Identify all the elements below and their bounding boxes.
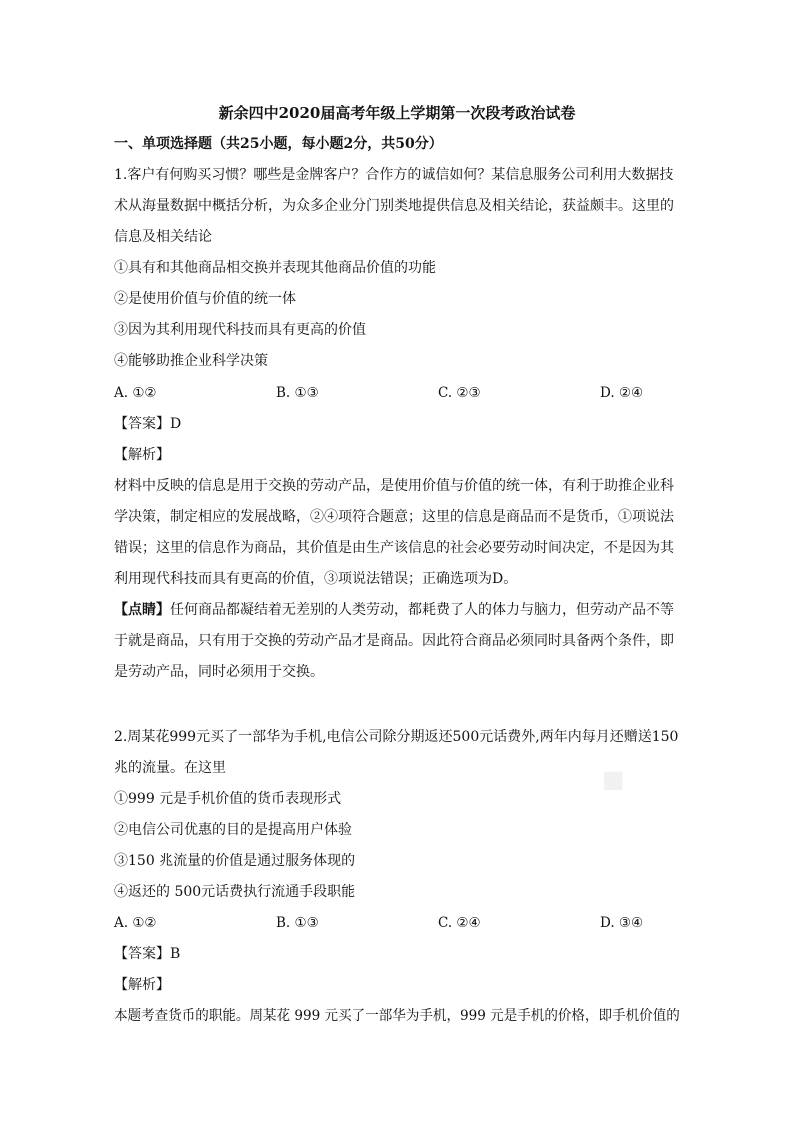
q1-tip-line	[114, 601, 674, 619]
q1-answer: 【答案】D	[114, 416, 182, 432]
q1-tip-line: 是劳动产品，同时必须用于交换。	[114, 664, 324, 680]
q1-item: ③因为其利用现代科技而具有更高的价值	[114, 322, 366, 338]
q2-answer: 【答案】B	[114, 946, 181, 962]
q1-analysis-line: 错误；这里的信息作为商品，其价值是由生产该信息的社会必要劳动时间决定，不是因为其	[114, 540, 674, 556]
q1-analysis-line: 利用现代科技而具有更高的价值，③项说法错误；正确选项为D。	[114, 571, 518, 587]
q1-analysis-line: 材料中反映的信息是用于交换的劳动产品，是使用价值与价值的统一体，有利于助推企业科	[114, 478, 674, 494]
q2-option-a: A. ①②	[114, 915, 157, 931]
q1-item: ②是使用价值与价值的统一体	[114, 291, 296, 307]
watermark: ■	[602, 765, 629, 793]
q2-stem-line: 兆的流量。在这里	[114, 760, 226, 776]
q2-analysis-line: 本题考查货币的职能。周某花 999 元买了一部华为手机，999 元是手机的价格，即手机价值的	[114, 1008, 680, 1024]
q2-option-c: C. ②④	[438, 915, 481, 931]
q1-option-c: C. ②③	[438, 385, 481, 401]
q1-tip-text: 任何商品都凝结着无差别的人类劳动，都耗费了人的体力与脑力，但劳动产品不等	[170, 602, 674, 618]
q1-item: ④能够助推企业科学决策	[114, 353, 268, 369]
q2-item: ①999 元是手机价值的货币表现形式	[114, 791, 342, 807]
exam-title: 新余四中2020届高考年级上学期第一次段考政治试卷	[218, 104, 576, 122]
q2-item: ②电信公司优惠的目的是提高用户体验	[114, 822, 352, 838]
q1-stem-line: 1.客户有何购买习惯？哪些是金牌客户？合作方的诚信如何？某信息服务公司利用大数据技	[114, 167, 674, 183]
q1-stem-line: 信息及相关结论	[114, 229, 212, 245]
q1-option-a: A. ①②	[114, 385, 157, 401]
q1-item: ①具有和其他商品相交换并表现其他商品价值的功能	[114, 260, 436, 276]
section-heading: 一、单项选择题（共25小题，每小题2分，共50分）	[114, 136, 443, 152]
q2-analysis-label: 【解析】	[114, 977, 170, 993]
q2-item: ③150 兆流量的价值是通过服务体现的	[114, 853, 356, 869]
q1-analysis-line: 学决策，制定相应的发展战略，②④项符合题意；这里的信息是商品而不是货币，①项说法	[114, 509, 674, 525]
q1-option-d: D. ②④	[600, 385, 644, 401]
q2-item: ④返还的 500元话费执行流通手段职能	[114, 884, 356, 900]
q1-tip-line: 于就是商品，只有用于交换的劳动产品才是商品。因此符合商品必须同时具备两个条件，即	[114, 633, 674, 649]
q2-option-b: B. ①③	[276, 915, 319, 931]
q1-option-b: B. ①③	[276, 385, 319, 401]
q2-stem-line: 2.周某花999元买了一部华为手机,电信公司除分期返还500元话费外,两年内每月还赠送150	[114, 729, 679, 745]
q1-stem-line: 术从海量数据中概括分析，为众多企业分门别类地提供信息及相关结论，获益颇丰。这里的	[114, 198, 674, 214]
q1-tip-label: 【点睛】	[114, 602, 170, 618]
q1-analysis-label: 【解析】	[114, 447, 170, 463]
q2-option-d: D. ③④	[600, 915, 644, 931]
